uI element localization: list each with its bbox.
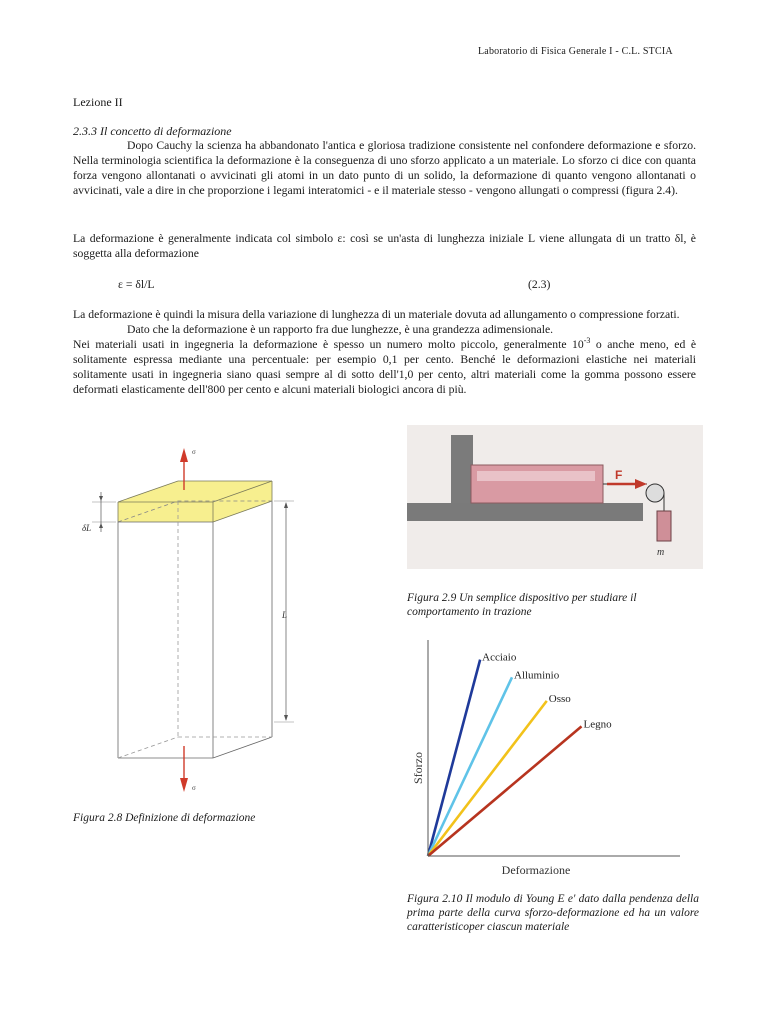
series-group bbox=[428, 660, 582, 856]
hanging-mass bbox=[657, 511, 671, 541]
equation: ε = δl/L bbox=[118, 278, 155, 291]
paragraph-5-exponent: -3 bbox=[583, 336, 591, 346]
delta-l-label: δL bbox=[82, 523, 92, 533]
paragraph-2: La deformazione è generalmente indicata col simbolo ε: così se un'asta di lunghezza iniziale L viene allungata di un tratto δl, è soggetta alla deformazione bbox=[73, 232, 696, 260]
series-line-alluminio bbox=[428, 677, 512, 856]
figure-2-9 bbox=[407, 425, 703, 569]
x-axis-label: Deformazione bbox=[501, 863, 571, 877]
series-label-acciaio: Acciaio bbox=[482, 651, 517, 664]
tensile-test-device bbox=[407, 425, 703, 569]
table-surface bbox=[407, 503, 643, 521]
y-axis-label: Sforzo bbox=[411, 752, 425, 784]
page-header: Laboratorio di Fisica Generale I - C.L. STCIA bbox=[478, 46, 673, 57]
figure-2-8-caption: Figura 2.8 Definizione di deformazione bbox=[73, 812, 256, 824]
series-label-alluminio: Alluminio bbox=[514, 669, 560, 682]
sigma-top-label: σ bbox=[192, 448, 196, 456]
lesson-title: Lezione II bbox=[73, 95, 123, 109]
series-label-group bbox=[482, 652, 612, 731]
series-line-osso bbox=[428, 701, 547, 856]
figure-2-9-caption: Figura 2.9 Un semplice dispositivo per studiare il comportamento in trazione bbox=[407, 592, 637, 618]
paragraph-5-part-a: Nei materiali usati in ingegneria la deformazione è spesso un numero molto piccolo, generalmente 10 bbox=[73, 338, 584, 351]
wall bbox=[451, 435, 473, 507]
equation-number: (2.3) bbox=[528, 278, 551, 291]
specimen-highlight bbox=[477, 471, 595, 481]
paragraph-1: Dopo Cauchy la scienza ha abbandonato l'antica e gloriosa tradizione consistente nel confondere deformazione e sforzo. Nella terminologia scientifica la deformazione è la conseguenza di uno sforzo applicato a un materiale. Lo sforzo ci dice con quanta forza vengono allontanati o avvicinati gli atomi in un dato punto di un solido, la deformazione di quanto vengono allontanati o avvicinati, vale a dire in che proporzione i legami interatomici - e il materiale stesso - vengono allungati o compressi (figura 2.4). bbox=[73, 139, 696, 197]
paragraph-block bbox=[73, 307, 696, 397]
deformation-bar-diagram bbox=[72, 430, 310, 808]
figure-2-10-caption: Figura 2.10 Il modulo di Young E e' dato dalla pendenza della prima parte della curva sforzo-deformazione ed ha un valore caratteristicoper ciascun materiale bbox=[407, 893, 699, 933]
pulley bbox=[646, 484, 664, 502]
series-line-legno bbox=[428, 726, 582, 856]
section-title: 2.3.3 Il concetto di deformazione bbox=[73, 124, 232, 138]
sigma-bottom-label: σ bbox=[192, 784, 196, 792]
paragraph-5 bbox=[73, 337, 696, 397]
series-label-legno: Legno bbox=[583, 718, 612, 731]
mass-label: m bbox=[657, 547, 665, 558]
series-line-acciaio bbox=[428, 660, 480, 856]
force-label: F bbox=[615, 468, 623, 482]
stress-strain-chart bbox=[408, 638, 700, 880]
paragraph-5-part-b: o anche meno, ed è solitamente espressa mediante una percentuale: per esempio 0,1 per cento. Benché le deformazioni elastiche nei materiali solitamente usati in ingegneria siano quasi sempre al di sotto dell'1,0 per cento, altri materiali come la gomma possono essere deformati elasticamente dell'800 per cento e alcuni materiali biologici ancora di più. bbox=[73, 338, 697, 396]
specimen-block bbox=[471, 465, 603, 503]
figure-2-8 bbox=[72, 430, 310, 808]
paragraph-3: La deformazione è quindi la misura della variazione di lunghezza di un materiale dovuta ad allungamento o compressione forzati. bbox=[73, 308, 680, 321]
series-label-osso: Osso bbox=[548, 692, 571, 705]
paragraph-4: Dato che la deformazione è un rapporto fra due lunghezze, è una grandezza adimensionale. bbox=[127, 323, 554, 336]
length-label: L bbox=[282, 610, 288, 620]
figure-2-10 bbox=[408, 638, 700, 880]
